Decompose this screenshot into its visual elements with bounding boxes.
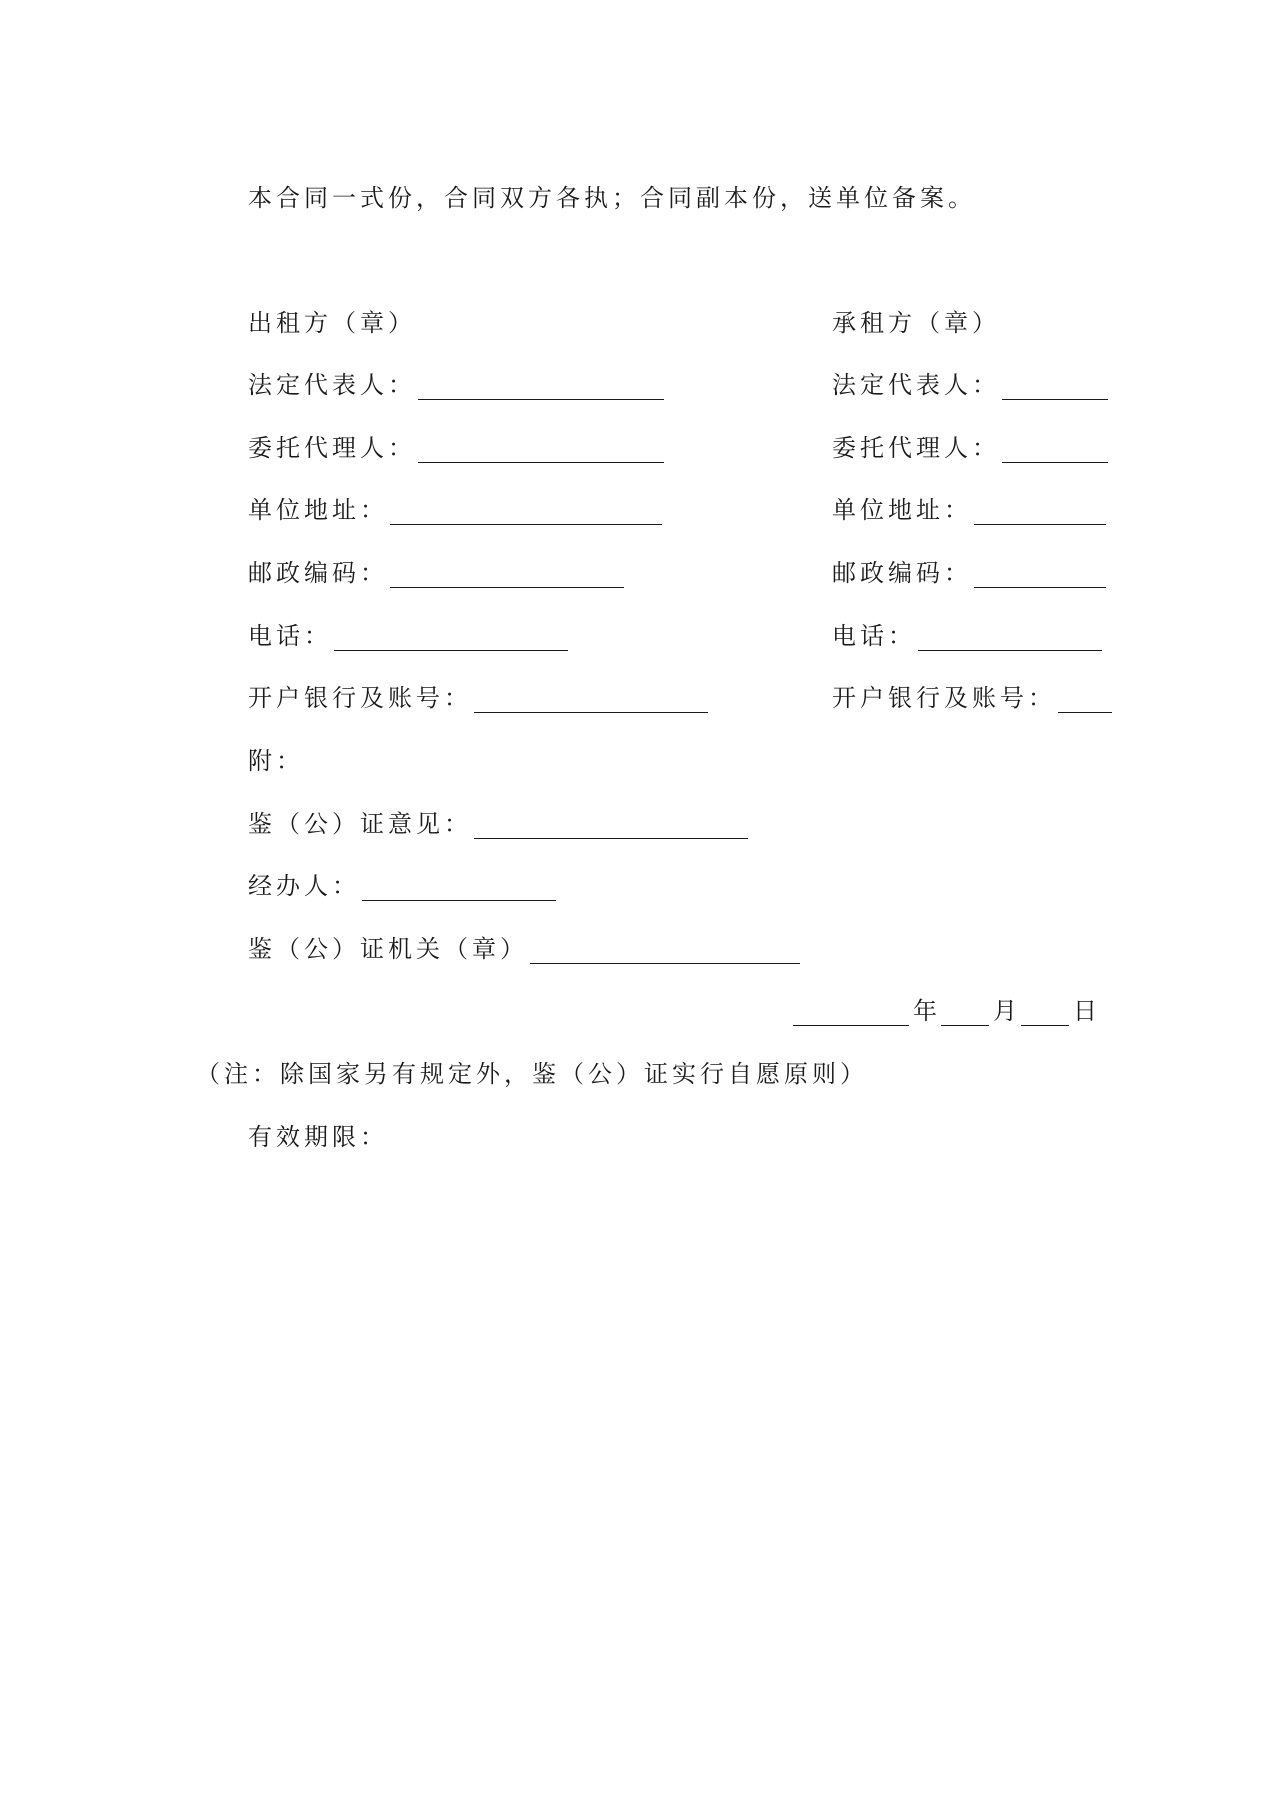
- lessor-address-row: [248, 495, 662, 525]
- lessor-phone-field[interactable]: [334, 626, 568, 651]
- lessor-bank-row: [248, 683, 708, 713]
- month-label: 月: [993, 997, 1017, 1025]
- lessor-title: 出租方（章）: [248, 309, 416, 337]
- lessee-agent-label: 委托代理人：: [832, 434, 1000, 462]
- date-row: [793, 996, 1101, 1026]
- lessee-postcode-field[interactable]: [974, 563, 1106, 588]
- lessee-postcode-row: [832, 558, 1106, 588]
- lessor-agent-label: 委托代理人：: [248, 434, 416, 462]
- lessee-title: 承租方（章）: [832, 309, 1000, 337]
- lessee-bank-field[interactable]: [1058, 688, 1112, 713]
- note-text: （注：除国家另有规定外，鉴（公）证实行自愿原则）: [196, 1060, 868, 1088]
- intro-line: 本合同一式份，合同双方各执；合同副本份，送单位备案。: [248, 184, 976, 212]
- validity-label: 有效期限：: [248, 1123, 388, 1151]
- lessor-address-field[interactable]: [390, 500, 662, 525]
- lessor-postcode-field[interactable]: [390, 563, 624, 588]
- year-label: 年: [913, 997, 937, 1025]
- lessee-agent-field[interactable]: [1002, 438, 1108, 463]
- lessee-bank-row: [832, 683, 1112, 713]
- notary-opinion-field[interactable]: [474, 814, 748, 839]
- lessor-bank-field[interactable]: [474, 688, 708, 713]
- day-field[interactable]: [1021, 1001, 1069, 1026]
- lessee-phone-label: 电话：: [832, 622, 916, 650]
- lessee-phone-row: [832, 621, 1102, 651]
- notary-office-row: [248, 934, 800, 964]
- lessee-legal-rep-label: 法定代表人：: [832, 371, 1000, 399]
- appendix-label: 附：: [248, 747, 304, 775]
- lessor-phone-label: 电话：: [248, 622, 332, 650]
- notary-opinion-row: [248, 809, 748, 839]
- notary-office-field[interactable]: [530, 939, 800, 964]
- lessee-agent-row: [832, 433, 1108, 463]
- lessor-bank-label: 开户银行及账号：: [248, 684, 472, 712]
- lessee-legal-rep-row: [832, 370, 1108, 400]
- lessee-address-label: 单位地址：: [832, 496, 972, 524]
- lessee-address-row: [832, 495, 1106, 525]
- lessee-phone-field[interactable]: [918, 626, 1102, 651]
- lessee-postcode-label: 邮政编码：: [832, 559, 972, 587]
- lessee-bank-label: 开户银行及账号：: [832, 684, 1056, 712]
- lessee-legal-rep-field[interactable]: [1002, 375, 1108, 400]
- lessor-address-label: 单位地址：: [248, 496, 388, 524]
- lessor-phone-row: [248, 621, 568, 651]
- lessor-agent-row: [248, 433, 664, 463]
- lessor-legal-rep-row: [248, 370, 664, 400]
- handler-field[interactable]: [362, 876, 556, 901]
- handler-row: [248, 871, 556, 901]
- lessee-address-field[interactable]: [974, 500, 1106, 525]
- handler-label: 经办人：: [248, 872, 360, 900]
- lessor-postcode-label: 邮政编码：: [248, 559, 388, 587]
- day-label: 日: [1073, 997, 1097, 1025]
- year-field[interactable]: [793, 1001, 909, 1026]
- lessor-agent-field[interactable]: [418, 438, 664, 463]
- notary-office-label: 鉴（公）证机关（章）: [248, 935, 528, 963]
- lessor-legal-rep-label: 法定代表人：: [248, 371, 416, 399]
- lessor-postcode-row: [248, 558, 624, 588]
- month-field[interactable]: [941, 1001, 989, 1026]
- lessor-legal-rep-field[interactable]: [418, 375, 664, 400]
- notary-opinion-label: 鉴（公）证意见：: [248, 810, 472, 838]
